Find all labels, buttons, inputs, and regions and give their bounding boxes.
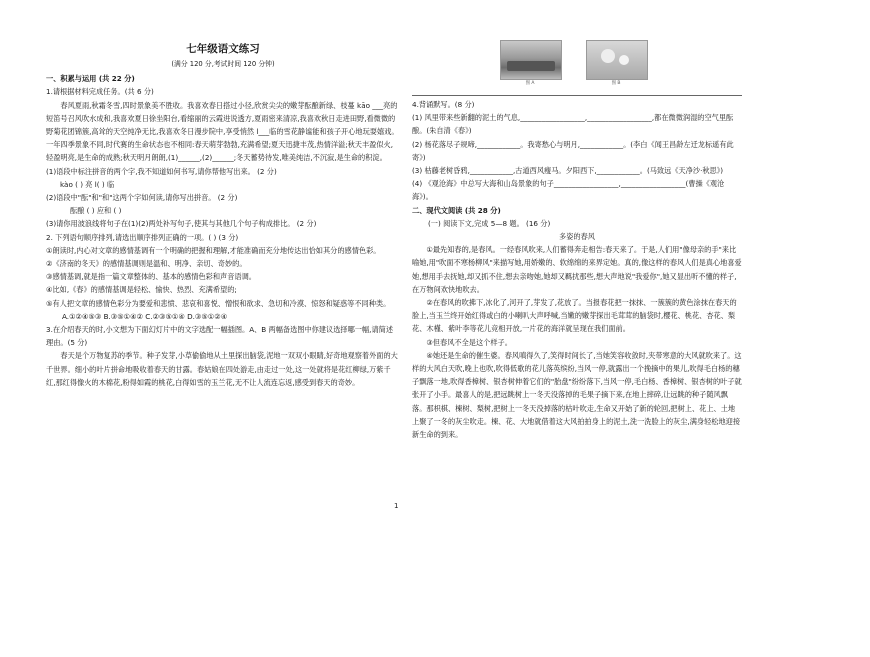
- passage-paragraph: ②在春风的吹拂下,冰化了,河开了,芽发了,花放了。当报春花把一抹抹、一簇簇的黄色涂抹在春天的脸上,当玉兰终开始红得或白的小喇叭大声呼喊,当嫩的嫩芽探出毛茸茸的脑袋时,樱花、桃花、杏花、梨花、木槿、紫叶李等花儿竞相开放,一片花的海洋就呈现在我们面前。: [412, 298, 737, 334]
- question-2-stem: 2. 下列语句顺序排列,请选出顺序排列正确的一项。( ) (3 分): [46, 232, 239, 242]
- question-2-item: ②《济南的冬天》的感情基调则是温和、明净、亲切、奇妙的。: [46, 259, 247, 269]
- question-2-item: ③感情基调,就是指一篇文章整体的、基本的感情色彩和声音语调。: [46, 272, 256, 282]
- question-1-3: (3)请你用波浪线将句子在(1)(2)两处补写句子,使其与其他几个句子构成排比。 (2 分): [46, 219, 317, 229]
- question-3-passage: 春天是个万物复苏的季节。种子发芽,小草偷偷地从土里探出脑袋,泥地一双双小眼睛,好奇地观察着外面的大千世界。细小的叶片拼命地吸收着春天的甘露。春姑娘在四处游走,由走过一处,这一处就将是花红柳绿,万紫千红,那红得像火的木棉花,粉得如霞的桃花,白得如雪的玉兰花,无不让人流连忘返,感受到春天的奇妙。: [46, 351, 398, 387]
- left-column: [46, 38, 400, 389]
- exam-subtitle: (满分 120 分,考试时间 120 分钟): [171, 60, 275, 68]
- question-2-item: ⑤有人把文章的感情色彩分为要爱和悲愤、悲哀和喜悦、憎恨和欲求、急切和冷漠、惊怒和疑惑等不同种类。: [46, 298, 391, 308]
- question-1-passage: 春风夏雨,秋霜冬雪,四时景象美不胜收。我喜欢春日搭过小径,欣赏尖尖的嫩芽酝酿新绿、枝蔓 kāo ___亮的短笛号召风吹水成和,我喜欢夏日徐坐阳台,看缩丽的云霞进说透方,夏雨密来清凉,我喜欢秋日走进田野,看微微的野菊花团锦簇,高耸的天空纯净无比,我喜欢冬日漫步院中,享受悄然 l___临的雪花静谧能和孩子开心地玩耍嬉戏。一年四季景象不同,时代赛的生命状态也不相同:春天萌芽勃勃,充满希望;夏天迅捷丰茂,热情洋溢;秋天丰盈似火,轻盈明亮,是生命的成熟;秋天明月朗朗,(1)______,(2)______;冬天蓄势待发,唯美纯洁,不沉寂,是生命的积淀。: [46, 100, 399, 163]
- figure-b-caption: 图 B: [611, 81, 621, 86]
- question-2-options: A.①②④⑤③ B.③⑤①④② C.②③⑤①④ D.③⑤①②④: [62, 311, 228, 321]
- passage-paragraph: ④她还是生命的催生婆。春风嗔得久了,笑得时间长了,当她笑容收敛时,夹带寒意的大风就吹来了。这样的大风白天吹,晚上也吹,吹得低歌的花儿落英缤纷,当风一停,就露出一个挽摘中的果儿,吹得毛白杨的穗子飘落一地,吹得香樟树、银杏树伸着它们的"胎盘"纷纷落下,当风一停,毛白杨、香樟树、银杏树的叶子就张开了小手。最喜人的是,把远眺树上一冬天没落掉的毛果子摘下来,在地上摔碎,让远眺的种子随风飘落。那枳棋、楝树、梨树,把树上一冬天没掉落的枯叶吹走,生命又开始了新的轮回,把树上、花上、土地上聚了一冬的灰尘吹走。楝、花、大地就借着这大风拍拍身上的泥土,洗一洗脸上的灰尘,满身轻松地迎接新生命的到来。: [412, 350, 742, 440]
- figure-b-image: [586, 40, 648, 80]
- passage-title: 多姿的春风: [559, 232, 595, 242]
- divider: [412, 95, 742, 96]
- figure-a-shape: [507, 61, 555, 71]
- question-4-2: (2) 杨花落尽子规啼,____________。我寄愁心与明月,____________。(李白《闻王昌龄左迁龙标遥有此寄》): [412, 139, 734, 162]
- flower-icon: [619, 55, 629, 65]
- question-2-item: ④比如,《春》的感情基调是轻松、愉快、热烈、充满希望的;: [46, 285, 237, 295]
- figure-a-image: [500, 40, 562, 80]
- section-2-heading: 二、现代文阅读 (共 28 分): [412, 205, 501, 215]
- page-title: 七年级语文练习: [186, 43, 260, 55]
- question-1-stem: 1.请根据材料完成任务。(共 6 分): [46, 87, 154, 97]
- passage-paragraph: ③但春风不全是这个样子。: [426, 337, 512, 347]
- question-1-2-items: 酝酿 ( ) 应和 ( ): [70, 206, 122, 216]
- reading-heading: (一) 阅读下文,完成 5—8 题。 (16 分): [428, 218, 551, 228]
- figure-panel: [500, 40, 670, 88]
- question-3-stem: 3.在介绍春天的时,小文想为下面幻灯片中的文字选配一幅插图。A、B 两幅备选图中你建议选择哪一幅,请简述理由。(5 分): [46, 325, 394, 348]
- page-number: 1: [394, 502, 399, 510]
- pinyin-blanks: kào ( ) 亮 l( ) 临: [60, 179, 115, 189]
- right-column: [412, 98, 742, 441]
- question-2-item: ①朗读时,内心对文章的感情基调有一个明确的把握和理解,才能准确而充分地传达出恰如其分的感情色彩。: [46, 245, 381, 255]
- flower-icon: [601, 49, 615, 63]
- figure-a-caption: 图 A: [525, 81, 535, 86]
- question-1-1: (1)语段中标注拼音的两个字,我不知道如何书写,请你帮他写出来。 (2 分): [46, 166, 277, 176]
- question-4-4: (4) 《观沧海》中总写大海和山岛景象的句子__________________,__________________(曹操《观沧海》)。: [412, 179, 725, 202]
- question-4-1: (1) 风里带来些新翻的泥土的气息,__________________,__________________,都在微微润湿的空气里酝酿。(朱自清《春》): [412, 113, 734, 136]
- passage-paragraph: ①最先知春的,是春风。一经春风吹来,人们蓄得奔走相告:春天来了。于是,人们用"像母亲的手"来比喻她,用"吹面不寒杨柳风"来描写她,用娇嫩的、软绵绵的来界定她。真的,像这样的春风人们是真心地喜爱她,想用手去抚她,却又抓不住,想去亲吻她,她却又羁扰那些,想大声地说"我爱你",她又显出听不懂的样子,在万物间欢快地吹去。: [412, 245, 742, 294]
- question-1-2: (2)语段中"酝"和"和"这两个字如何读,请你写出拼音。 (2 分): [46, 193, 238, 203]
- question-4-stem: 4.背诵默写。(8 分): [412, 100, 475, 109]
- section-1-heading: 一、积累与运用 (共 22 分): [46, 74, 135, 84]
- question-4-3: (3) 枯藤老树昏鸦,____________,古道西风瘦马。夕阳西下,____________。(马致远《天净沙·秋思》): [412, 166, 724, 176]
